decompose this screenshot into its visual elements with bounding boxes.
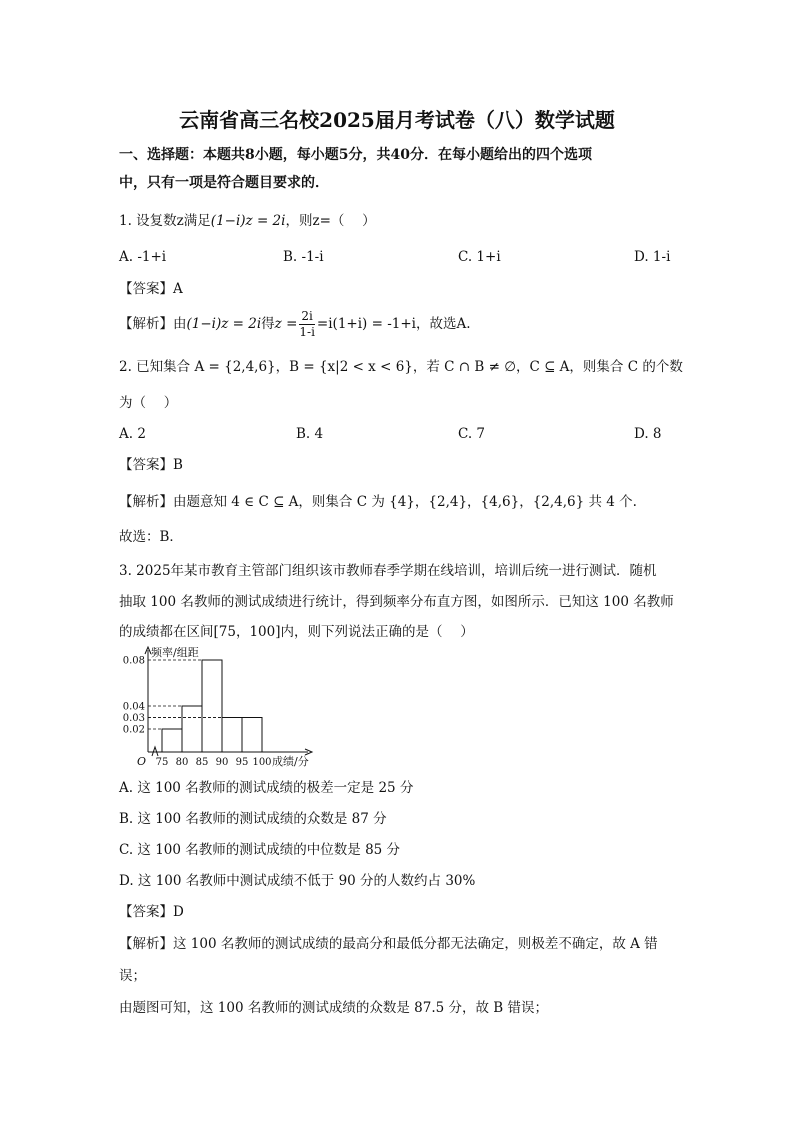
page-title: 云南省高三名校2025届月考试卷（八）数学试题 [179,108,615,132]
q1-stem-math: (1−i)z = 2i [210,213,286,229]
q1-analysis-label: 【解析】 [119,316,173,332]
q2-option-a: A. 2 [119,426,146,442]
q1-option-c: C. 1+i [458,249,501,265]
q2-stem-line1: 2. 已知集合 A = {2,4,6}，B = {x|2 < x < 6}，若 C ∩ B ≠ ∅，C ⊆ A，则集合 C 的个数 [119,359,683,375]
q1-fraction [299,309,315,340]
x-tick-label: 90 [215,757,229,768]
origin-label: O [137,755,147,768]
q1-analysis-post: ，故选A. [415,316,471,332]
q1-option-b: B. -1-i [283,249,324,265]
q1-analysis-pre: 由 [173,316,187,332]
q1-stem-pre: 1. 设复数z满足 [119,213,211,229]
y-tick-label: 0.04 [122,701,145,713]
histogram-bar [182,706,202,752]
q1-answer: 【答案】A [119,281,183,297]
x-tick-label: 75 [155,757,169,768]
q3-stem-line2: 抽取 100 名教师的测试成绩进行统计，得到频率分布直方图，如图所示．已知这 100 名教师 [119,594,674,610]
y-tick-label: 0.08 [122,655,145,667]
q1-analysis [119,306,471,342]
histogram-bar [202,660,222,752]
q3-stem-line1: 3. 2025年某市教育主管部门组织该市教师春季学期在线培训，培训后统一进行测试．随机 [119,563,657,579]
histogram-bar [162,729,182,752]
x-axis-label: 成绩/分 [272,755,309,768]
q3-option-c: C. 这 100 名教师的测试成绩的中位数是 85 分 [119,842,401,858]
q2-analysis: 【解析】由题意知 4 ∈ C ⊆ A，则集合 C 为 {4}，{2,4}，{4,6}，{2,4,6} 共 4 个. [119,494,637,510]
q3-analysis-line3: 由题图可知，这 100 名教师的测试成绩的众数是 87.5 分，故 B 错误； [119,1000,548,1016]
q1-fraction-num: 2i [299,309,315,325]
y-axis-label: 频率/组距 [151,646,199,659]
y-tick-label: 0.02 [122,724,145,736]
y-tick-label: 0.03 [122,713,145,724]
q2-option-b: B. 4 [296,426,324,442]
q1-analysis-z: z = [274,316,298,332]
histogram-bar [242,718,262,753]
section-heading-line1: 一、选择题：本题共8小题，每小题5分，共40分．在每小题给出的四个选项 [119,147,592,163]
x-tick-label: 95 [235,757,249,768]
q3-answer: 【答案】D [119,904,184,920]
histogram-bar [222,718,242,753]
q2-option-c: C. 7 [458,426,486,442]
q1-option-d: D. 1-i [634,249,671,265]
q3-option-a: A. 这 100 名教师的测试成绩的极差一定是 25 分 [119,780,414,796]
x-tick-label: 100 [252,757,272,768]
q1-fraction-den: 1-i [299,325,315,339]
q3-option-d: D. 这 100 名教师中测试成绩不低于 90 分的人数约占 30% [119,873,476,889]
q3-stem-line3: 的成绩都在区间[75，100]内，则下列说法正确的是（ ） [119,624,474,640]
q2-option-d: D. 8 [634,426,662,442]
q3-option-b: B. 这 100 名教师的测试成绩的众数是 87 分 [119,811,387,827]
q1-stem-post: ，则z=（ ） [285,213,376,229]
q2-answer: 【答案】B [119,457,183,473]
x-tick-label: 85 [195,757,209,768]
q1-analysis-mid: 得 [261,316,275,332]
q1-analysis-math2: =i(1+i) = -1+i [316,316,416,332]
q1-stem [119,211,376,231]
q1-option-a: A. -1+i [119,249,167,265]
q3-analysis-line1: 【解析】这 100 名教师的测试成绩的最高分和最低分都无法确定，则极差不确定，故 A 错 [119,936,658,952]
section-heading-line2: 中，只有一项是符合题目要求的． [119,175,329,191]
x-tick-label: 80 [175,757,189,768]
q1-analysis-math1: (1−i)z = 2i [186,316,262,332]
q3-analysis-line2: 误； [119,968,146,984]
histogram-chart [112,642,322,772]
q2-conclusion: 故选：B． [119,529,183,545]
q2-stem-line2: 为（ ） [119,395,178,411]
